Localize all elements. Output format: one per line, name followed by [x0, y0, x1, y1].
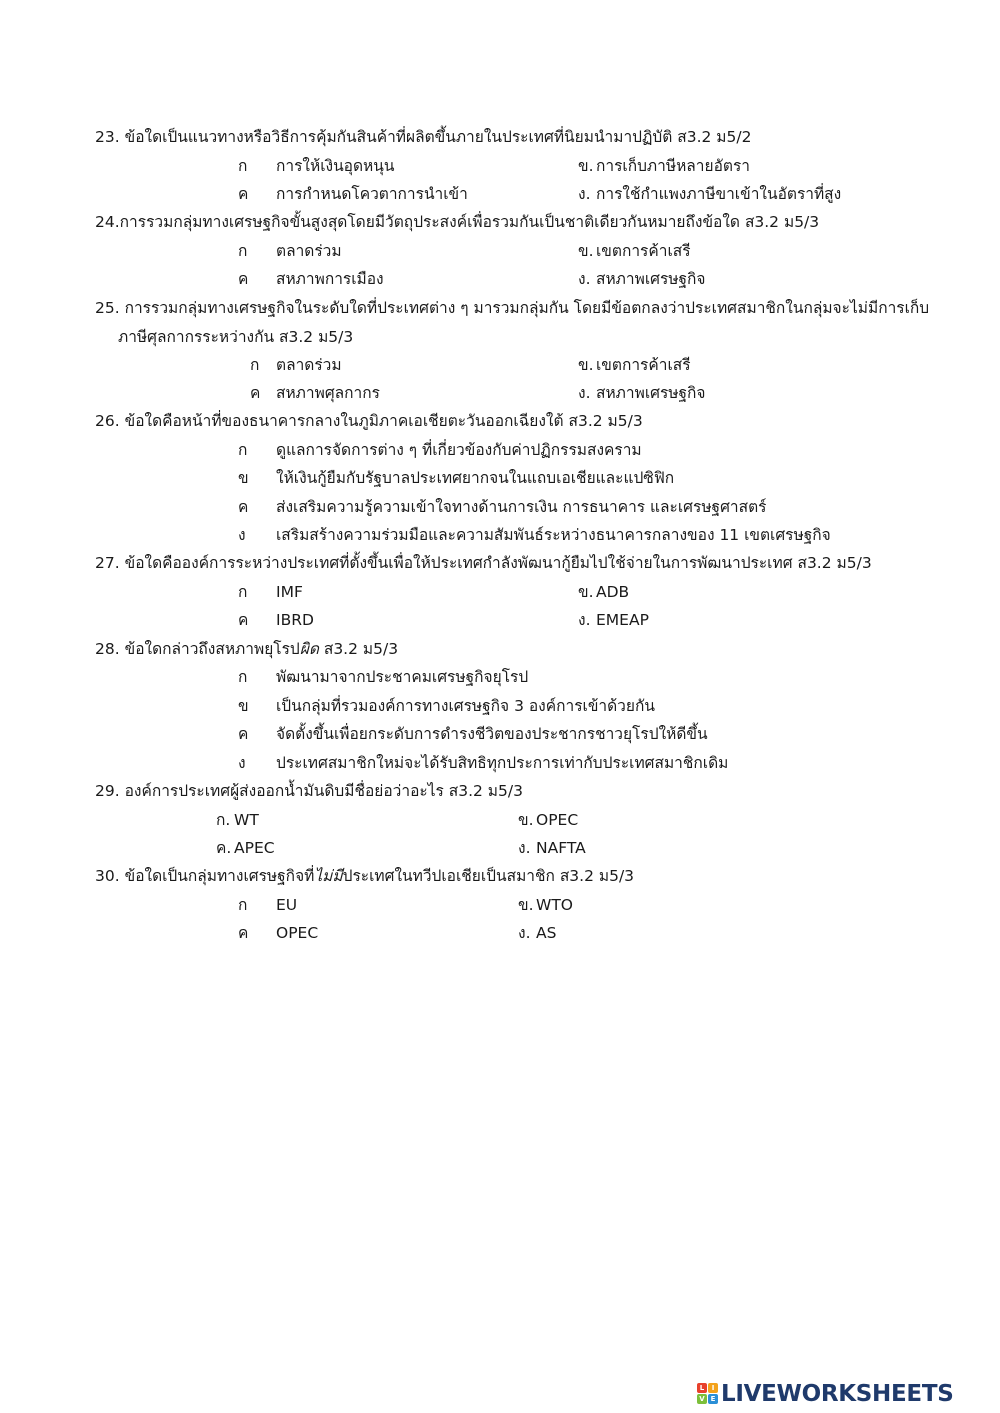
option-mark: ก: [238, 583, 248, 601]
question-number: 29.: [95, 782, 120, 800]
option-mark: ข.: [578, 157, 594, 175]
standard-tag: ส3.2 ม5/3: [448, 782, 523, 800]
option-mark: ค: [238, 498, 249, 516]
option-mark: ง: [238, 754, 246, 772]
option-mark: ค: [238, 725, 249, 743]
option-mark: ง: [238, 526, 246, 544]
option-text[interactable]: NAFTA: [536, 839, 586, 857]
emphasis-text: ผิด: [299, 640, 319, 658]
option-mark: ข.: [518, 896, 534, 914]
standard-tag: ส3.2 ม5/3: [559, 867, 635, 885]
question-text: ข้อใดกล่าวถึงสหภาพยุโรป: [124, 640, 300, 658]
question-27: [95, 552, 872, 574]
standard-tag: ส3.2 ม5/2: [677, 128, 752, 146]
option-mark: ง.: [578, 270, 591, 288]
option-text[interactable]: การให้เงินอุดหนุน: [276, 157, 395, 175]
option-mark: ก: [238, 896, 248, 914]
question-text: ข้อใดเป็นกลุ่มทางเศรษฐกิจที่: [124, 867, 315, 885]
option-mark: ข.: [578, 356, 594, 374]
option-mark: ค: [238, 185, 249, 203]
option-text[interactable]: สหภาพศุลกากร: [276, 384, 380, 402]
option-text[interactable]: ตลาดร่วม: [276, 356, 342, 374]
standard-tag: ส3.2 ม5/3: [279, 328, 354, 346]
question-29: [95, 780, 523, 802]
question-number: 25.: [95, 299, 120, 317]
option-mark: ก: [250, 356, 260, 374]
question-25-continuation: [118, 326, 353, 348]
question-28: [95, 638, 398, 660]
option-text[interactable]: ประเทศสมาชิกใหม่จะได้รับสิทธิทุกประการเท่ากับประเทศสมาชิกเดิม: [276, 754, 729, 772]
option-text[interactable]: EMEAP: [596, 611, 649, 629]
question-text: ข้อใดคือองค์การระหว่างประเทศที่ตั้งขึ้นเพื่อให้ประเทศกำลังพัฒนากู้ยืมไปใช้จ่ายในการพัฒนาประเทศ: [124, 554, 793, 572]
option-mark: ง.: [578, 611, 591, 629]
option-text[interactable]: สหภาพการเมือง: [276, 270, 384, 288]
question-text: ข้อใดเป็นแนวทางหรือวิธีการคุ้มกันสินค้าที่ผลิตขึ้นภายในประเทศที่นิยมนำมาปฏิบัติ: [124, 128, 673, 146]
question-number: 23.: [95, 128, 120, 146]
option-text[interactable]: APEC: [234, 839, 275, 857]
option-mark: ข.: [578, 242, 594, 260]
option-mark: ก.: [216, 811, 231, 829]
option-text[interactable]: EU: [276, 896, 298, 914]
option-text[interactable]: ส่งเสริมความรู้ความเข้าใจทางด้านการเงิน การธนาคาร และเศรษฐศาสตร์: [276, 498, 767, 516]
standard-tag: ส3.2 ม5/3: [797, 554, 872, 572]
option-mark: ข: [238, 697, 249, 715]
option-mark: ค: [238, 270, 249, 288]
option-text[interactable]: ให้เงินกู้ยืมกับรัฐบาลประเทศยากจนในแถบเอเชียและแปซิฟิก: [276, 469, 675, 487]
option-mark: ง.: [518, 924, 531, 942]
option-mark: ก: [238, 441, 248, 459]
option-mark: ข: [238, 469, 249, 487]
question-number: 28.: [95, 640, 120, 658]
option-mark: ก: [238, 242, 248, 260]
option-text[interactable]: WTO: [536, 896, 573, 914]
option-mark: ง.: [578, 384, 591, 402]
question-text: การรวมกลุ่มทางเศรษฐกิจในระดับใดที่ประเทศต่าง ๆ มารวมกลุ่มกัน โดยมีข้อตกลงว่าประเทศสมาชิกในกลุ่มจะไม่มีการเก็บ: [124, 299, 930, 317]
question-number: 26.: [95, 412, 120, 430]
option-text[interactable]: IMF: [276, 583, 303, 601]
emphasis-text: ไม่มี: [314, 867, 343, 885]
option-text[interactable]: ตลาดร่วม: [276, 242, 342, 260]
question-25: [95, 297, 929, 319]
question-number: 27.: [95, 554, 120, 572]
question-text: องค์การประเทศผู้ส่งออกน้ำมันดิบมีชื่อย่อว่าอะไร: [124, 782, 444, 800]
question-number: 24.: [95, 213, 120, 231]
standard-tag: ส3.2 ม5/3: [323, 640, 399, 658]
question-text: ประเทศในทวีปเอเชียเป็นสมาชิก: [342, 867, 555, 885]
option-text[interactable]: ADB: [596, 583, 630, 601]
option-text[interactable]: พัฒนามาจากประชาคมเศรษฐกิจยุโรป: [276, 668, 529, 686]
question-number: 30.: [95, 867, 120, 885]
option-text[interactable]: ดูแลการจัดการต่าง ๆ ที่เกี่ยวข้องกับค่าปฏิกรรมสงคราม: [276, 441, 642, 459]
liveworksheets-logo[interactable]: [697, 1382, 953, 1406]
option-text[interactable]: OPEC: [536, 811, 579, 829]
option-mark: ข.: [578, 583, 594, 601]
option-text[interactable]: AS: [536, 924, 557, 942]
option-mark: ก: [238, 157, 248, 175]
question-text: ภาษีศุลกากรระหว่างกัน: [118, 328, 275, 346]
logo-text: LIVEWORKSHEETS: [721, 1381, 954, 1407]
option-mark: ค: [238, 924, 249, 942]
option-mark: ค.: [216, 839, 232, 857]
question-26: [95, 410, 643, 432]
option-mark: ค: [238, 611, 249, 629]
option-text[interactable]: เขตการค้าเสรี: [596, 242, 691, 260]
option-text[interactable]: WT: [234, 811, 259, 829]
standard-tag: ส3.2 ม5/3: [744, 213, 820, 231]
question-23: [95, 126, 751, 148]
question-30: [95, 865, 634, 887]
option-text[interactable]: เขตการค้าเสรี: [596, 356, 691, 374]
option-mark: ก: [238, 668, 248, 686]
option-text[interactable]: การกำหนดโควตาการนำเข้า: [276, 185, 468, 203]
option-text[interactable]: จัดตั้งขึ้นเพื่อยกระดับการดำรงชีวิตของประชากรชาวยุโรปให้ดีขึ้น: [276, 725, 708, 743]
option-mark: ข.: [518, 811, 534, 829]
question-text: การรวมกลุ่มทางเศรษฐกิจขั้นสูงสุดโดยมีวัตถุประสงค์เพื่อรวมกันเป็นชาติเดียวกันหมายถึงข้อใด: [119, 213, 740, 231]
standard-tag: ส3.2 ม5/3: [568, 412, 643, 430]
option-mark: ง.: [518, 839, 531, 857]
option-text[interactable]: IBRD: [276, 611, 314, 629]
liveworksheets-logo-icon: L I V E: [697, 1383, 719, 1405]
option-text[interactable]: เสริมสร้างความร่วมมือและความสัมพันธ์ระหว่างธนาคารกลางของ 11 เขตเศรษฐกิจ: [276, 526, 831, 544]
question-24: [95, 211, 819, 233]
option-text[interactable]: การเก็บภาษีหลายอัตรา: [596, 157, 750, 175]
option-mark: ค: [250, 384, 261, 402]
option-text[interactable]: สหภาพเศรษฐกิจ: [596, 270, 706, 288]
option-text[interactable]: การใช้กำแพงภาษีขาเข้าในอัตราที่สูง: [596, 185, 842, 203]
question-text: ข้อใดคือหน้าที่ของธนาคารกลางในภูมิภาคเอเชียตะวันออกเฉียงใต้: [124, 412, 564, 430]
option-text[interactable]: เป็นกลุ่มที่รวมองค์การทางเศรษฐกิจ 3 องค์การเข้าด้วยกัน: [276, 697, 655, 715]
option-mark: ง.: [578, 185, 591, 203]
option-text[interactable]: สหภาพเศรษฐกิจ: [596, 384, 706, 402]
option-text[interactable]: OPEC: [276, 924, 319, 942]
